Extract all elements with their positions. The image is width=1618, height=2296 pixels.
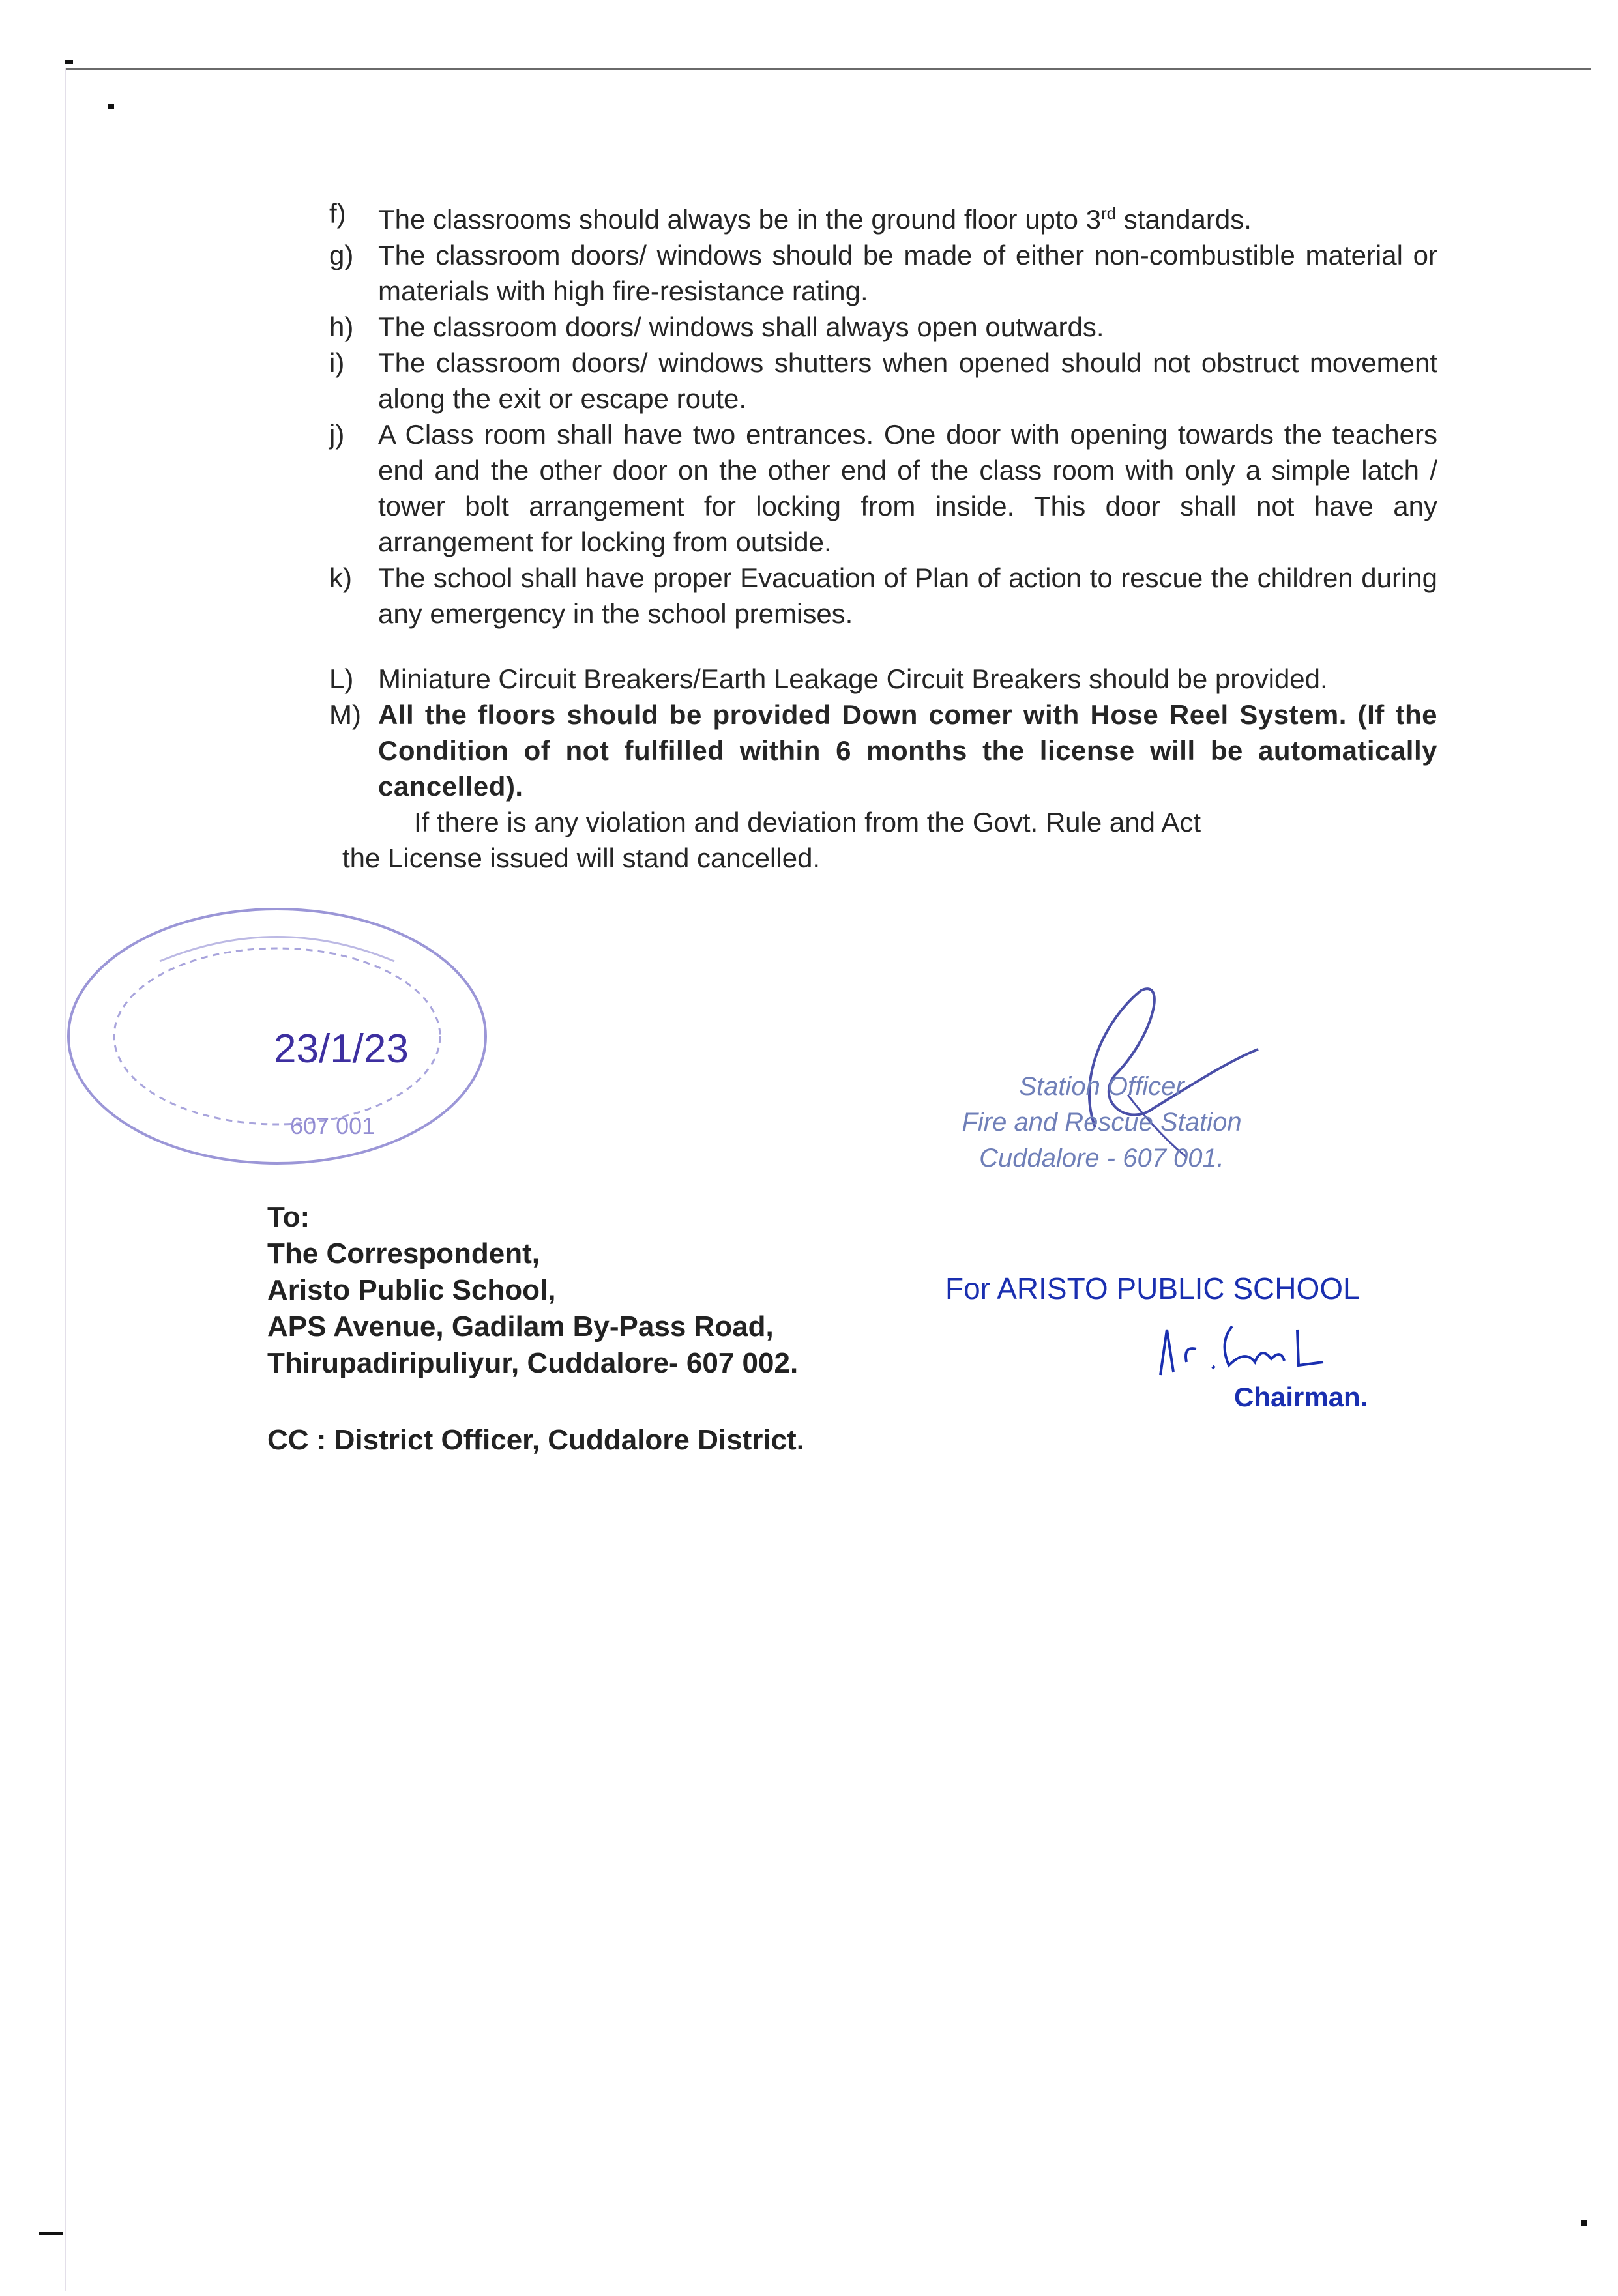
condition-text: The classroom doors/ windows shall always open outwards. (378, 312, 1104, 342)
condition-label: h) (329, 312, 354, 342)
stamp-pin: 607 001 (290, 1112, 375, 1139)
condition-label: M) (329, 699, 361, 730)
condition-item-i (329, 345, 1437, 416)
addressee-line: Aristo Public School, (267, 1274, 556, 1306)
superscript: rd (1100, 203, 1117, 223)
scan-page-edge-top (65, 68, 1591, 70)
condition-item-j (329, 416, 1437, 560)
condition-text: The classroom doors/ windows shutters when opened should not obstruct movement along the exit or escape route. (378, 347, 1437, 414)
condition-label: L) (329, 663, 354, 694)
to-label: To: (267, 1201, 310, 1233)
chairman-label: Chairman. (1234, 1382, 1368, 1412)
condition-item-l (329, 661, 1437, 697)
scan-mark-top-left (65, 60, 73, 64)
stamp-date: 23/1/23 (274, 1026, 409, 1071)
condition-label: g) (329, 240, 354, 270)
closing-line-2: the License issued will stand cancelled. (342, 843, 821, 873)
condition-label: f) (329, 198, 346, 229)
cc-line: CC : District Officer, Cuddalore District. (267, 1424, 804, 1456)
addressee-line: Thirupadiripuliyur, Cuddalore- 607 002. (267, 1347, 799, 1379)
condition-item-m (329, 697, 1437, 804)
addressee-block (267, 1199, 919, 1382)
school-sign-line: For ARISTO PUBLIC SCHOOL (945, 1272, 1360, 1305)
officer-title: Station Officer (1019, 1072, 1184, 1101)
condition-text: All the floors should be provided Down comer with Hose Reel System. (If the Condition of not fulfilled within 6 months the license will be automatically cancelled). (378, 699, 1437, 802)
condition-item-k (329, 560, 1437, 632)
spacer (329, 632, 1437, 661)
closing-line-1: If there is any violation and deviation from the Govt. Rule and Act (414, 807, 1201, 837)
condition-text-main: The classrooms should always be in the ground floor upto 3 (378, 204, 1101, 235)
condition-text: The school shall have proper Evacuation of Plan of action to rescue the children during any emergency in the school premises. (378, 562, 1437, 629)
condition-text: The classroom doors/ windows should be made of either non-combustible material or materials with high fire-resistance rating. (378, 240, 1437, 306)
station-officer-block (906, 1069, 1297, 1176)
scan-page-edge-left (65, 68, 66, 2291)
chairman-signature (1147, 1310, 1343, 1382)
office-stamp (62, 899, 492, 1173)
addressee-line: APS Avenue, Gadilam By-Pass Road, (267, 1311, 774, 1343)
condition-label: i) (329, 347, 345, 378)
condition-text-after: standards. (1116, 204, 1252, 235)
condition-item-f (329, 196, 1437, 237)
addressee-line: The Correspondent, (267, 1238, 540, 1270)
officer-office: Fire and Rescue Station (962, 1108, 1242, 1137)
condition-label: k) (329, 562, 352, 593)
condition-text: A Class room shall have two entrances. One door with opening towards the teachers end and the other door on the other end of the class room with only a simple latch / tower bolt arrangement for locking from inside. This door shall not have any arrangement for locking from outside. (378, 419, 1437, 557)
condition-text: Miniature Circuit Breakers/Earth Leakage Circuit Breakers should be provided. (378, 663, 1328, 694)
condition-label: j) (329, 419, 345, 450)
conditions-list (329, 196, 1437, 876)
scan-mark-bottom-left (39, 2232, 63, 2235)
scan-mark-bottom-right (1581, 2220, 1587, 2226)
condition-text (378, 196, 1437, 237)
officer-place: Cuddalore - 607 001. (979, 1144, 1224, 1172)
scan-mark-top-left-2 (108, 104, 114, 109)
condition-item-g (329, 237, 1437, 309)
condition-item-h (329, 309, 1437, 345)
